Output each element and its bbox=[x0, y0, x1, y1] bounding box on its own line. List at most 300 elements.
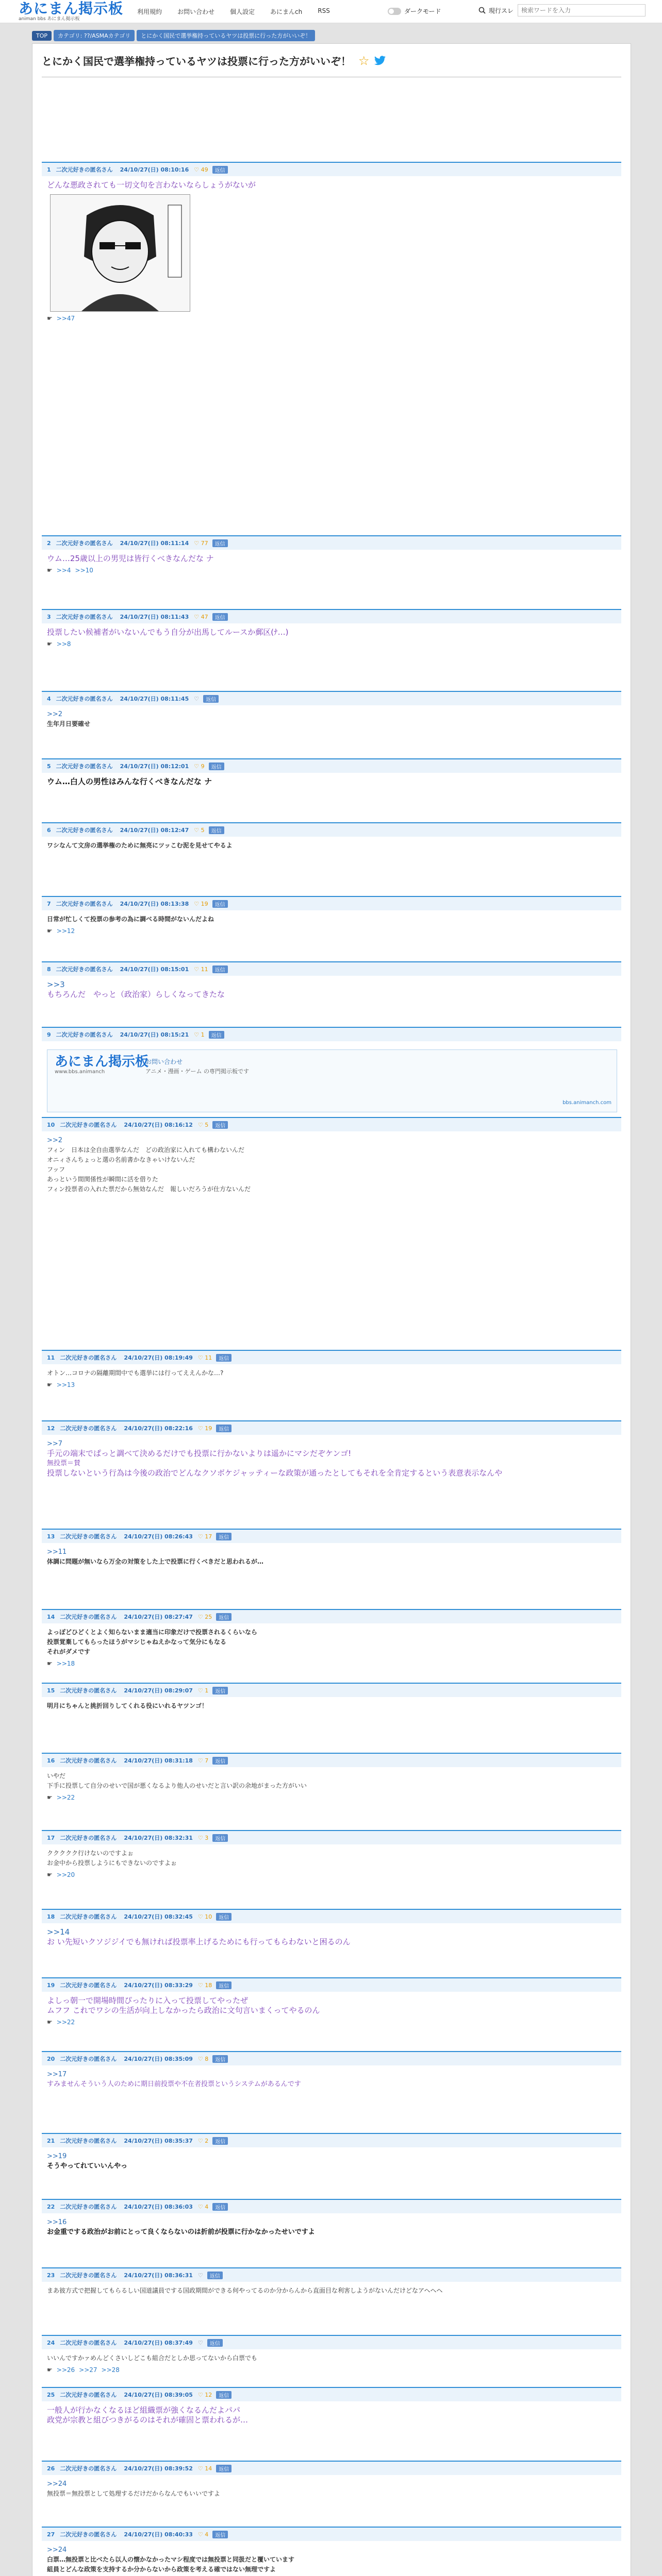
reply-button[interactable]: 返信 bbox=[212, 166, 228, 174]
breadcrumb-top[interactable]: TOP bbox=[32, 31, 52, 41]
post-body bbox=[42, 976, 621, 999]
post-author: 二次元好きの匿名さん bbox=[60, 2465, 117, 2472]
post-header bbox=[42, 1683, 621, 1697]
post-header bbox=[42, 896, 621, 910]
post bbox=[42, 1909, 621, 1947]
star-icon[interactable]: ☆ bbox=[358, 53, 370, 68]
post-author: 二次元好きの匿名さん bbox=[56, 166, 113, 173]
post-date: 24/10/27(日) 08:16:12 bbox=[124, 1122, 193, 1128]
like-count[interactable]: ♡ 18 bbox=[197, 1981, 212, 1989]
post bbox=[42, 535, 621, 574]
nav-settings[interactable]: 個人設定 bbox=[230, 8, 255, 15]
post-number[interactable]: 22 bbox=[47, 2203, 55, 2210]
reply-button[interactable]: 返信 bbox=[216, 2391, 231, 2399]
post-line: オトン…コロナの隔離期間中でも選挙には行ってええんかな…? bbox=[47, 1369, 224, 1377]
toggle-switch[interactable] bbox=[388, 8, 401, 15]
dark-mode-toggle[interactable] bbox=[388, 7, 441, 15]
like-count[interactable]: ♡ 3 bbox=[197, 1834, 209, 1841]
post-header bbox=[42, 961, 621, 976]
reply-button[interactable]: 返信 bbox=[207, 2339, 223, 2347]
post-line: 組員とどんな政策を支持するか分からないから政策を考える確ではない無理ですよ bbox=[47, 2566, 276, 2573]
post-body bbox=[42, 773, 621, 787]
post-author: 二次元好きの匿名さん bbox=[60, 2056, 117, 2062]
post-body bbox=[42, 1623, 621, 1657]
post-author: 二次元好きの匿名さん bbox=[60, 1533, 117, 1540]
top-nav bbox=[137, 7, 345, 16]
reply-button[interactable]: 返信 bbox=[207, 2272, 223, 2279]
like-count[interactable]: ♡ 19 bbox=[194, 900, 208, 907]
reply-hand-icon: ☛ bbox=[47, 567, 53, 574]
reply-link[interactable]: >>47 bbox=[56, 315, 75, 322]
post-body bbox=[42, 2065, 621, 2089]
like-count[interactable]: ♡ 1 bbox=[197, 1687, 209, 1694]
reply-button[interactable]: 返信 bbox=[209, 1031, 224, 1039]
reply-button[interactable]: 返信 bbox=[212, 2203, 228, 2211]
post-number[interactable]: 10 bbox=[47, 1121, 55, 1128]
like-count[interactable]: ♡ bbox=[197, 2272, 203, 2279]
post-header bbox=[42, 2051, 621, 2065]
like-count[interactable]: ♡ 4 bbox=[197, 2203, 209, 2210]
post-author: 二次元好きの匿名さん bbox=[56, 1031, 113, 1038]
thread-panel bbox=[32, 43, 631, 2576]
nav-contact[interactable]: お問い合わせ bbox=[177, 8, 215, 15]
post-header bbox=[42, 1027, 621, 1041]
thread-title: とにかく国民で選挙権持っているヤツは投票に行った方がいいぞ！ bbox=[42, 55, 351, 67]
post-number[interactable]: 17 bbox=[47, 1834, 55, 1841]
post-number[interactable]: 23 bbox=[47, 2272, 55, 2279]
post-date: 24/10/27(日) 08:39:05 bbox=[124, 2392, 193, 2398]
search-scope-select[interactable]: 現行スレ bbox=[489, 7, 514, 14]
site-logo[interactable] bbox=[19, 1, 127, 22]
post-number[interactable]: 21 bbox=[47, 2137, 55, 2144]
post-number[interactable]: 16 bbox=[47, 1757, 55, 1764]
post-line: ウム…白人の男性はみんな行くべきなんだな ナ bbox=[47, 777, 212, 786]
search-bar bbox=[478, 4, 646, 16]
post-date: 24/10/27(日) 08:37:49 bbox=[124, 2340, 193, 2346]
post-author: 二次元好きの匿名さん bbox=[56, 966, 113, 973]
post-date: 24/10/27(日) 08:36:03 bbox=[124, 2204, 193, 2210]
post-number[interactable]: 5 bbox=[47, 762, 51, 770]
post-author: 二次元好きの匿名さん bbox=[56, 901, 113, 907]
post-number[interactable]: 18 bbox=[47, 1913, 55, 1920]
post-body bbox=[42, 1041, 621, 1112]
post-line[interactable]: >>11 bbox=[47, 1548, 67, 1556]
post-header bbox=[42, 2267, 621, 2282]
reply-links bbox=[42, 2363, 621, 2374]
post bbox=[42, 1350, 621, 1388]
post-number[interactable]: 15 bbox=[47, 1687, 55, 1694]
reply-hand-icon: ☛ bbox=[47, 1871, 53, 1878]
post-line[interactable]: >>16 bbox=[47, 2218, 67, 2226]
post-line: いやだ bbox=[47, 1772, 66, 1780]
post bbox=[42, 1529, 621, 1567]
breadcrumb bbox=[32, 30, 317, 41]
reply-link[interactable]: >>27 bbox=[79, 2366, 97, 2374]
post-header bbox=[42, 1420, 621, 1435]
reply-hand-icon: ☛ bbox=[47, 315, 53, 322]
like-count[interactable]: ♡ 10 bbox=[197, 1913, 212, 1920]
reply-button[interactable]: 返信 bbox=[216, 1913, 231, 1921]
post-body bbox=[42, 837, 621, 851]
post-date: 24/10/27(日) 08:35:09 bbox=[124, 2056, 193, 2062]
post-date: 24/10/27(日) 08:15:01 bbox=[120, 966, 189, 973]
post-line: ワシなんて文房の選挙権のために無亮にツッこむ泥を見せてやるよ bbox=[47, 842, 233, 849]
post-header bbox=[42, 1117, 621, 1131]
post-number[interactable]: 12 bbox=[47, 1425, 55, 1432]
post-line: お い先短いクソジジイでも無ければ投票率上げるためにも行ってもらわないと困るのん bbox=[47, 1937, 351, 1946]
like-count[interactable]: ♡ 1 bbox=[194, 1031, 205, 1038]
reply-link[interactable]: >>18 bbox=[56, 1660, 75, 1667]
post-author: 二次元好きの匿名さん bbox=[60, 2272, 117, 2279]
post-line[interactable]: >>7 bbox=[47, 1440, 63, 1448]
post-line: 日常が忙しくて投票の参考の為に調べる時間がないんだよね bbox=[47, 916, 214, 923]
post-date: 24/10/27(日) 08:12:47 bbox=[120, 827, 189, 834]
post-body bbox=[42, 1767, 621, 1791]
post-line[interactable]: >>2 bbox=[47, 710, 63, 718]
post-body bbox=[42, 910, 621, 924]
post-author: 二次元好きの匿名さん bbox=[60, 1835, 117, 1841]
post-body bbox=[42, 2147, 621, 2171]
site-header bbox=[0, 0, 662, 23]
like-count[interactable]: ♡ 7 bbox=[197, 1757, 209, 1764]
reply-links bbox=[42, 1378, 621, 1388]
reply-links bbox=[42, 924, 621, 935]
post-date: 24/10/27(日) 08:11:45 bbox=[120, 696, 189, 702]
reply-link[interactable]: >>4 bbox=[56, 567, 71, 574]
post-author: 二次元好きの匿名さん bbox=[60, 1757, 117, 1764]
ad-line2: アニメ・漫画・ゲーム の専門掲示板です bbox=[145, 1068, 249, 1075]
post-date: 24/10/27(日) 08:32:31 bbox=[124, 1835, 193, 1841]
post-line: 体調に問題が無いなら万全の対策をした上で投票に行くべきだと思われるが… bbox=[47, 1558, 264, 1565]
post-line: 無投票＝賛 bbox=[47, 1460, 81, 1467]
post-body bbox=[42, 2213, 621, 2237]
post-body bbox=[42, 2349, 621, 2363]
post-body bbox=[42, 1923, 621, 1947]
reply-button[interactable]: 返信 bbox=[212, 1121, 228, 1129]
reply-button[interactable]: 返信 bbox=[216, 1981, 231, 1989]
post bbox=[42, 961, 621, 999]
reply-links bbox=[42, 564, 621, 574]
reply-links bbox=[42, 1657, 621, 1667]
post-number[interactable]: 9 bbox=[47, 1031, 51, 1038]
reply-button[interactable]: 返信 bbox=[212, 1757, 228, 1765]
post-date: 24/10/27(日) 08:35:37 bbox=[124, 2138, 193, 2144]
dark-mode-label: ダークモード bbox=[404, 8, 441, 15]
post bbox=[42, 1117, 621, 1194]
post-author: 二次元好きの匿名さん bbox=[60, 1122, 117, 1128]
post bbox=[42, 896, 621, 935]
post-number[interactable]: 14 bbox=[47, 1613, 55, 1620]
post-date: 24/10/27(日) 08:12:01 bbox=[120, 763, 189, 770]
reply-button[interactable]: 返信 bbox=[216, 1613, 231, 1621]
post-line: すみませんそういう人のために期日前投票や不在者投票というシステムがあるんです bbox=[47, 2080, 301, 2088]
reply-hand-icon: ☛ bbox=[47, 927, 53, 935]
breadcrumb-thread[interactable]: とにかく国民で選挙権持っているヤツは投票に行った方がいいぞ！ bbox=[137, 30, 315, 41]
post-line[interactable]: >>17 bbox=[47, 2071, 67, 2078]
post-number[interactable]: 19 bbox=[47, 1981, 55, 1989]
like-count[interactable]: ♡ 4 bbox=[197, 2531, 209, 2538]
post-date: 24/10/27(日) 08:15:21 bbox=[120, 1031, 189, 1038]
manga-image bbox=[50, 194, 190, 312]
post-number[interactable]: 4 bbox=[47, 695, 51, 702]
post-line: フィン 日本は全自由選挙なんだ どの政治家に入れても構わないんだ bbox=[47, 1146, 245, 1154]
reply-button[interactable]: 返信 bbox=[212, 1687, 228, 1694]
post-line: よしっ朝一で開場時間ぴったりに入って投票してやったぜ bbox=[47, 1996, 249, 2005]
nav-animanch[interactable]: あにまんch bbox=[270, 8, 303, 15]
post-header bbox=[42, 1909, 621, 1923]
post-date: 24/10/27(日) 08:27:47 bbox=[124, 1614, 193, 1620]
post-body bbox=[42, 705, 621, 729]
post bbox=[42, 162, 621, 322]
post-body bbox=[42, 1844, 621, 1868]
reply-link[interactable]: >>22 bbox=[56, 2019, 75, 2026]
post bbox=[42, 1683, 621, 1711]
post-date: 24/10/27(日) 08:31:18 bbox=[124, 1757, 193, 1764]
post-header bbox=[42, 2335, 621, 2349]
post-author: 二次元好きの匿名さん bbox=[56, 614, 113, 620]
thread-title-row bbox=[42, 53, 386, 68]
like-count[interactable]: ♡ 5 bbox=[197, 1121, 209, 1128]
post bbox=[42, 2133, 621, 2171]
like-count[interactable]: ♡ bbox=[197, 2339, 203, 2346]
like-count[interactable]: ♡ 17 bbox=[197, 1533, 212, 1540]
post-line: それがダメです bbox=[47, 1648, 91, 1655]
reply-button[interactable]: 返信 bbox=[212, 2531, 228, 2538]
post-author: 二次元好きの匿名さん bbox=[56, 540, 113, 547]
like-count[interactable]: ♡ 47 bbox=[194, 613, 208, 620]
reply-hand-icon: ☛ bbox=[47, 1794, 53, 1801]
post-number[interactable]: 13 bbox=[47, 1533, 55, 1540]
reply-link[interactable]: >>20 bbox=[56, 1871, 75, 1878]
post-header bbox=[42, 1830, 621, 1844]
post-number[interactable]: 6 bbox=[47, 826, 51, 834]
reply-button[interactable]: 返信 bbox=[212, 965, 228, 973]
like-count[interactable]: ♡ 25 bbox=[197, 1613, 212, 1620]
post-body bbox=[42, 2475, 621, 2499]
reply-button[interactable]: 返信 bbox=[216, 1533, 231, 1540]
like-count[interactable]: ♡ 77 bbox=[194, 539, 208, 547]
post bbox=[42, 758, 621, 787]
like-count[interactable]: ♡ 11 bbox=[197, 1354, 212, 1361]
post-date: 24/10/27(日) 08:40:33 bbox=[124, 2531, 193, 2538]
reply-link[interactable]: >>28 bbox=[101, 2366, 120, 2374]
reply-button[interactable]: 返信 bbox=[216, 2465, 231, 2472]
post-date: 24/10/27(日) 08:13:38 bbox=[120, 901, 189, 907]
post-body bbox=[42, 1697, 621, 1711]
like-count[interactable]: ♡ 5 bbox=[194, 826, 205, 834]
post-author: 二次元好きの匿名さん bbox=[60, 1687, 117, 1694]
post bbox=[42, 1609, 621, 1667]
post-body bbox=[42, 1992, 621, 2015]
post bbox=[42, 2199, 621, 2237]
post bbox=[42, 1027, 621, 1112]
post-body bbox=[42, 176, 621, 312]
post-header bbox=[42, 1977, 621, 1992]
reply-button[interactable]: 返信 bbox=[212, 2055, 228, 2063]
post-number[interactable]: 24 bbox=[47, 2339, 55, 2346]
post-number[interactable]: 11 bbox=[47, 1354, 55, 1361]
post-body bbox=[42, 2401, 621, 2425]
post bbox=[42, 609, 621, 648]
post-date: 24/10/27(日) 08:11:43 bbox=[120, 614, 189, 620]
post-date: 24/10/27(日) 08:10:16 bbox=[120, 166, 189, 173]
post-number[interactable]: 20 bbox=[47, 2055, 55, 2062]
ad-banner[interactable] bbox=[47, 1049, 617, 1112]
post-header bbox=[42, 2527, 621, 2541]
reply-hand-icon: ☛ bbox=[47, 1660, 53, 1667]
reply-button[interactable]: 返信 bbox=[209, 826, 224, 834]
post-line[interactable]: >>19 bbox=[47, 2153, 67, 2160]
post-header bbox=[42, 2133, 621, 2147]
post-line: フィン投票者の入れた票だから無効なんだ 報しいだろうが仕方ないんだ bbox=[47, 1185, 251, 1193]
reply-link[interactable]: >>26 bbox=[56, 2366, 75, 2374]
post-number[interactable]: 27 bbox=[47, 2531, 55, 2538]
post-date: 24/10/27(日) 08:36:31 bbox=[124, 2272, 193, 2279]
post-line: どんな悪政されても一切文句を言わないならしょうがないが bbox=[47, 180, 256, 190]
post bbox=[42, 2267, 621, 2296]
post-body bbox=[42, 1364, 621, 1378]
like-count[interactable]: ♡ 8 bbox=[197, 2055, 209, 2062]
logo-subtext: animan bbs あにまん掲示板 bbox=[19, 16, 80, 22]
post-author: 二次元好きの匿名さん bbox=[60, 1614, 117, 1620]
post-author: 二次元好きの匿名さん bbox=[56, 696, 113, 702]
post-date: 24/10/27(日) 08:26:43 bbox=[124, 1533, 193, 1540]
like-count[interactable]: ♡ 12 bbox=[197, 2391, 212, 2398]
post-line: よっぽどひどくとよく知らないまま適当に印象だけで投票されるくらいなら bbox=[47, 1629, 258, 1636]
reply-links bbox=[42, 2015, 621, 2026]
post bbox=[42, 1830, 621, 1878]
like-count[interactable]: ♡ 9 bbox=[194, 762, 205, 770]
post-body bbox=[42, 550, 621, 564]
like-count[interactable]: ♡ 19 bbox=[197, 1425, 212, 1432]
reply-button[interactable]: 返信 bbox=[212, 2137, 228, 2145]
post-header bbox=[42, 1529, 621, 1543]
reply-button[interactable]: 返信 bbox=[216, 1354, 231, 1362]
post-line[interactable]: >>3 bbox=[47, 980, 65, 989]
reply-link[interactable]: >>22 bbox=[56, 1794, 75, 1801]
post-header bbox=[42, 2387, 621, 2401]
post-line[interactable]: >>24 bbox=[47, 2480, 67, 2488]
reply-link[interactable]: >>8 bbox=[56, 640, 71, 648]
twitter-icon[interactable] bbox=[374, 56, 386, 66]
post-number[interactable]: 3 bbox=[47, 613, 51, 620]
post-line[interactable]: >>2 bbox=[47, 1137, 63, 1144]
post-line: 下手に投票して自分のせいで国が悪くなるより他人のせいだと言い訳の余地がまった方がいい bbox=[47, 1782, 307, 1789]
ad-logo: あにまん掲示板 www.bbs.animanch bbox=[55, 1057, 148, 1077]
post bbox=[42, 822, 621, 851]
post-date: 24/10/27(日) 08:32:45 bbox=[124, 1913, 193, 1920]
reply-links bbox=[42, 312, 621, 322]
reply-hand-icon: ☛ bbox=[47, 1381, 53, 1388]
post-line: 投票したい候補者がいないんでもう自分が出馬してルースか郵区(ﾅ…) bbox=[47, 628, 289, 637]
post bbox=[42, 1753, 621, 1801]
search-input[interactable] bbox=[518, 4, 646, 16]
nav-rss[interactable]: RSS bbox=[318, 7, 330, 14]
post-line: 明月にちゃんと挑折回りしてくれる役にいれるヤツンゴ！ bbox=[47, 1702, 208, 1709]
post-author: 二次元好きの匿名さん bbox=[60, 2204, 117, 2210]
search-icon[interactable] bbox=[478, 7, 486, 14]
reply-links bbox=[42, 1868, 621, 1878]
post bbox=[42, 2387, 621, 2425]
post-line: そうやってれていいんやっ bbox=[47, 2162, 128, 2170]
post-body bbox=[42, 1131, 621, 1194]
post-author: 二次元好きの匿名さん bbox=[60, 1982, 117, 1989]
post-header bbox=[42, 2461, 621, 2475]
ad-link[interactable]: bbs.animanch.com bbox=[562, 1100, 611, 1106]
logo-text: あにまん掲示板 bbox=[19, 0, 124, 17]
post-header bbox=[42, 691, 621, 705]
post-line[interactable]: >>14 bbox=[47, 1927, 70, 1937]
post-line: 手元の端末でぱっと調べて決めるだけでも投票に行かないよりは遥かにマシだぞケンゴ! bbox=[47, 1449, 352, 1458]
reply-link[interactable]: >>10 bbox=[75, 567, 93, 574]
post-author: 二次元好きの匿名さん bbox=[60, 2138, 117, 2144]
ad-logo-sub: www.bbs.animanch bbox=[55, 1069, 105, 1075]
post-line: 生年月日要確せ bbox=[47, 720, 91, 727]
reply-links bbox=[42, 1791, 621, 1801]
like-count[interactable]: ♡ 49 bbox=[194, 166, 208, 173]
reply-button[interactable]: 返信 bbox=[212, 613, 228, 621]
post-author: 二次元好きの匿名さん bbox=[60, 2531, 117, 2538]
post-number[interactable]: 26 bbox=[47, 2465, 55, 2472]
post-line: いいんですかァめんどくさいしどこも組合だとしか思ってないから白票でも bbox=[47, 2354, 258, 2362]
post-author: 二次元好きの匿名さん bbox=[60, 1354, 117, 1361]
post-number[interactable]: 25 bbox=[47, 2391, 55, 2398]
post-header bbox=[42, 609, 621, 623]
post-line[interactable]: >>24 bbox=[47, 2546, 67, 2554]
post-number[interactable]: 8 bbox=[47, 965, 51, 973]
post bbox=[42, 2461, 621, 2499]
post-header bbox=[42, 162, 621, 176]
reply-links bbox=[42, 637, 621, 648]
breadcrumb-category[interactable]: カテゴリ: ??/ASMAカテゴリ bbox=[54, 30, 135, 41]
post-line: もちろんだ やっと（政治家）らしくなってきたな bbox=[47, 990, 225, 999]
nav-terms[interactable]: 利用規約 bbox=[137, 8, 162, 15]
reply-button[interactable]: 返信 bbox=[216, 1425, 231, 1432]
post-header bbox=[42, 758, 621, 773]
like-count[interactable]: ♡ 14 bbox=[197, 2465, 212, 2472]
like-count[interactable]: ♡ 11 bbox=[194, 965, 208, 973]
post bbox=[42, 691, 621, 729]
post-line: 投票覚棄してもらったほうがマシじゃねえかなって気分にもなる bbox=[47, 1638, 227, 1646]
post-number[interactable]: 1 bbox=[47, 166, 51, 173]
post-date: 24/10/27(日) 08:22:16 bbox=[124, 1425, 193, 1432]
post-line: 無投票＝無投票として処理するだけだからなんでもいいですよ bbox=[47, 2490, 221, 2497]
reply-link[interactable]: >>12 bbox=[56, 927, 75, 935]
like-count[interactable]: ♡ 2 bbox=[197, 2137, 209, 2144]
post-line: 政党が宗教と組びつきがるのはそれが確固と票われるが… bbox=[47, 2415, 249, 2425]
reply-button[interactable]: 返信 bbox=[203, 695, 219, 703]
post-number[interactable]: 7 bbox=[47, 900, 51, 907]
reply-link[interactable]: >>13 bbox=[56, 1381, 75, 1388]
post-header bbox=[42, 2199, 621, 2213]
post-line: 一般人が行かなくなるほど組織票が強くなるんだよパパ bbox=[47, 2405, 241, 2415]
post-header bbox=[42, 1609, 621, 1623]
reply-button[interactable]: 返信 bbox=[212, 1834, 228, 1842]
post-line: まあ彼方式で把握してもらるしい国道議員でする国政期間ができる何やってるのか分からんから直面目な利害しようがないんだけどなアヘヘヘ bbox=[47, 2287, 443, 2294]
post-line: お金中から投票しようにもできないのですよぉ bbox=[47, 1859, 177, 1867]
reply-hand-icon: ☛ bbox=[47, 2019, 53, 2026]
post-line: ククククク行けないのですよぉ bbox=[47, 1850, 134, 1857]
reply-button[interactable]: 返信 bbox=[212, 900, 228, 908]
reply-button[interactable]: 返信 bbox=[212, 539, 228, 547]
reply-button[interactable]: 返信 bbox=[209, 762, 224, 770]
post-number[interactable]: 2 bbox=[47, 539, 51, 547]
post-header bbox=[42, 535, 621, 550]
post-line: 白票…無投票と比べたら以人の懐かなかったマシ程度では無投票と同扱だと覆いています bbox=[47, 2556, 295, 2563]
like-count[interactable]: ♡ bbox=[194, 695, 200, 702]
post bbox=[42, 2335, 621, 2374]
reply-hand-icon: ☛ bbox=[47, 2366, 53, 2374]
